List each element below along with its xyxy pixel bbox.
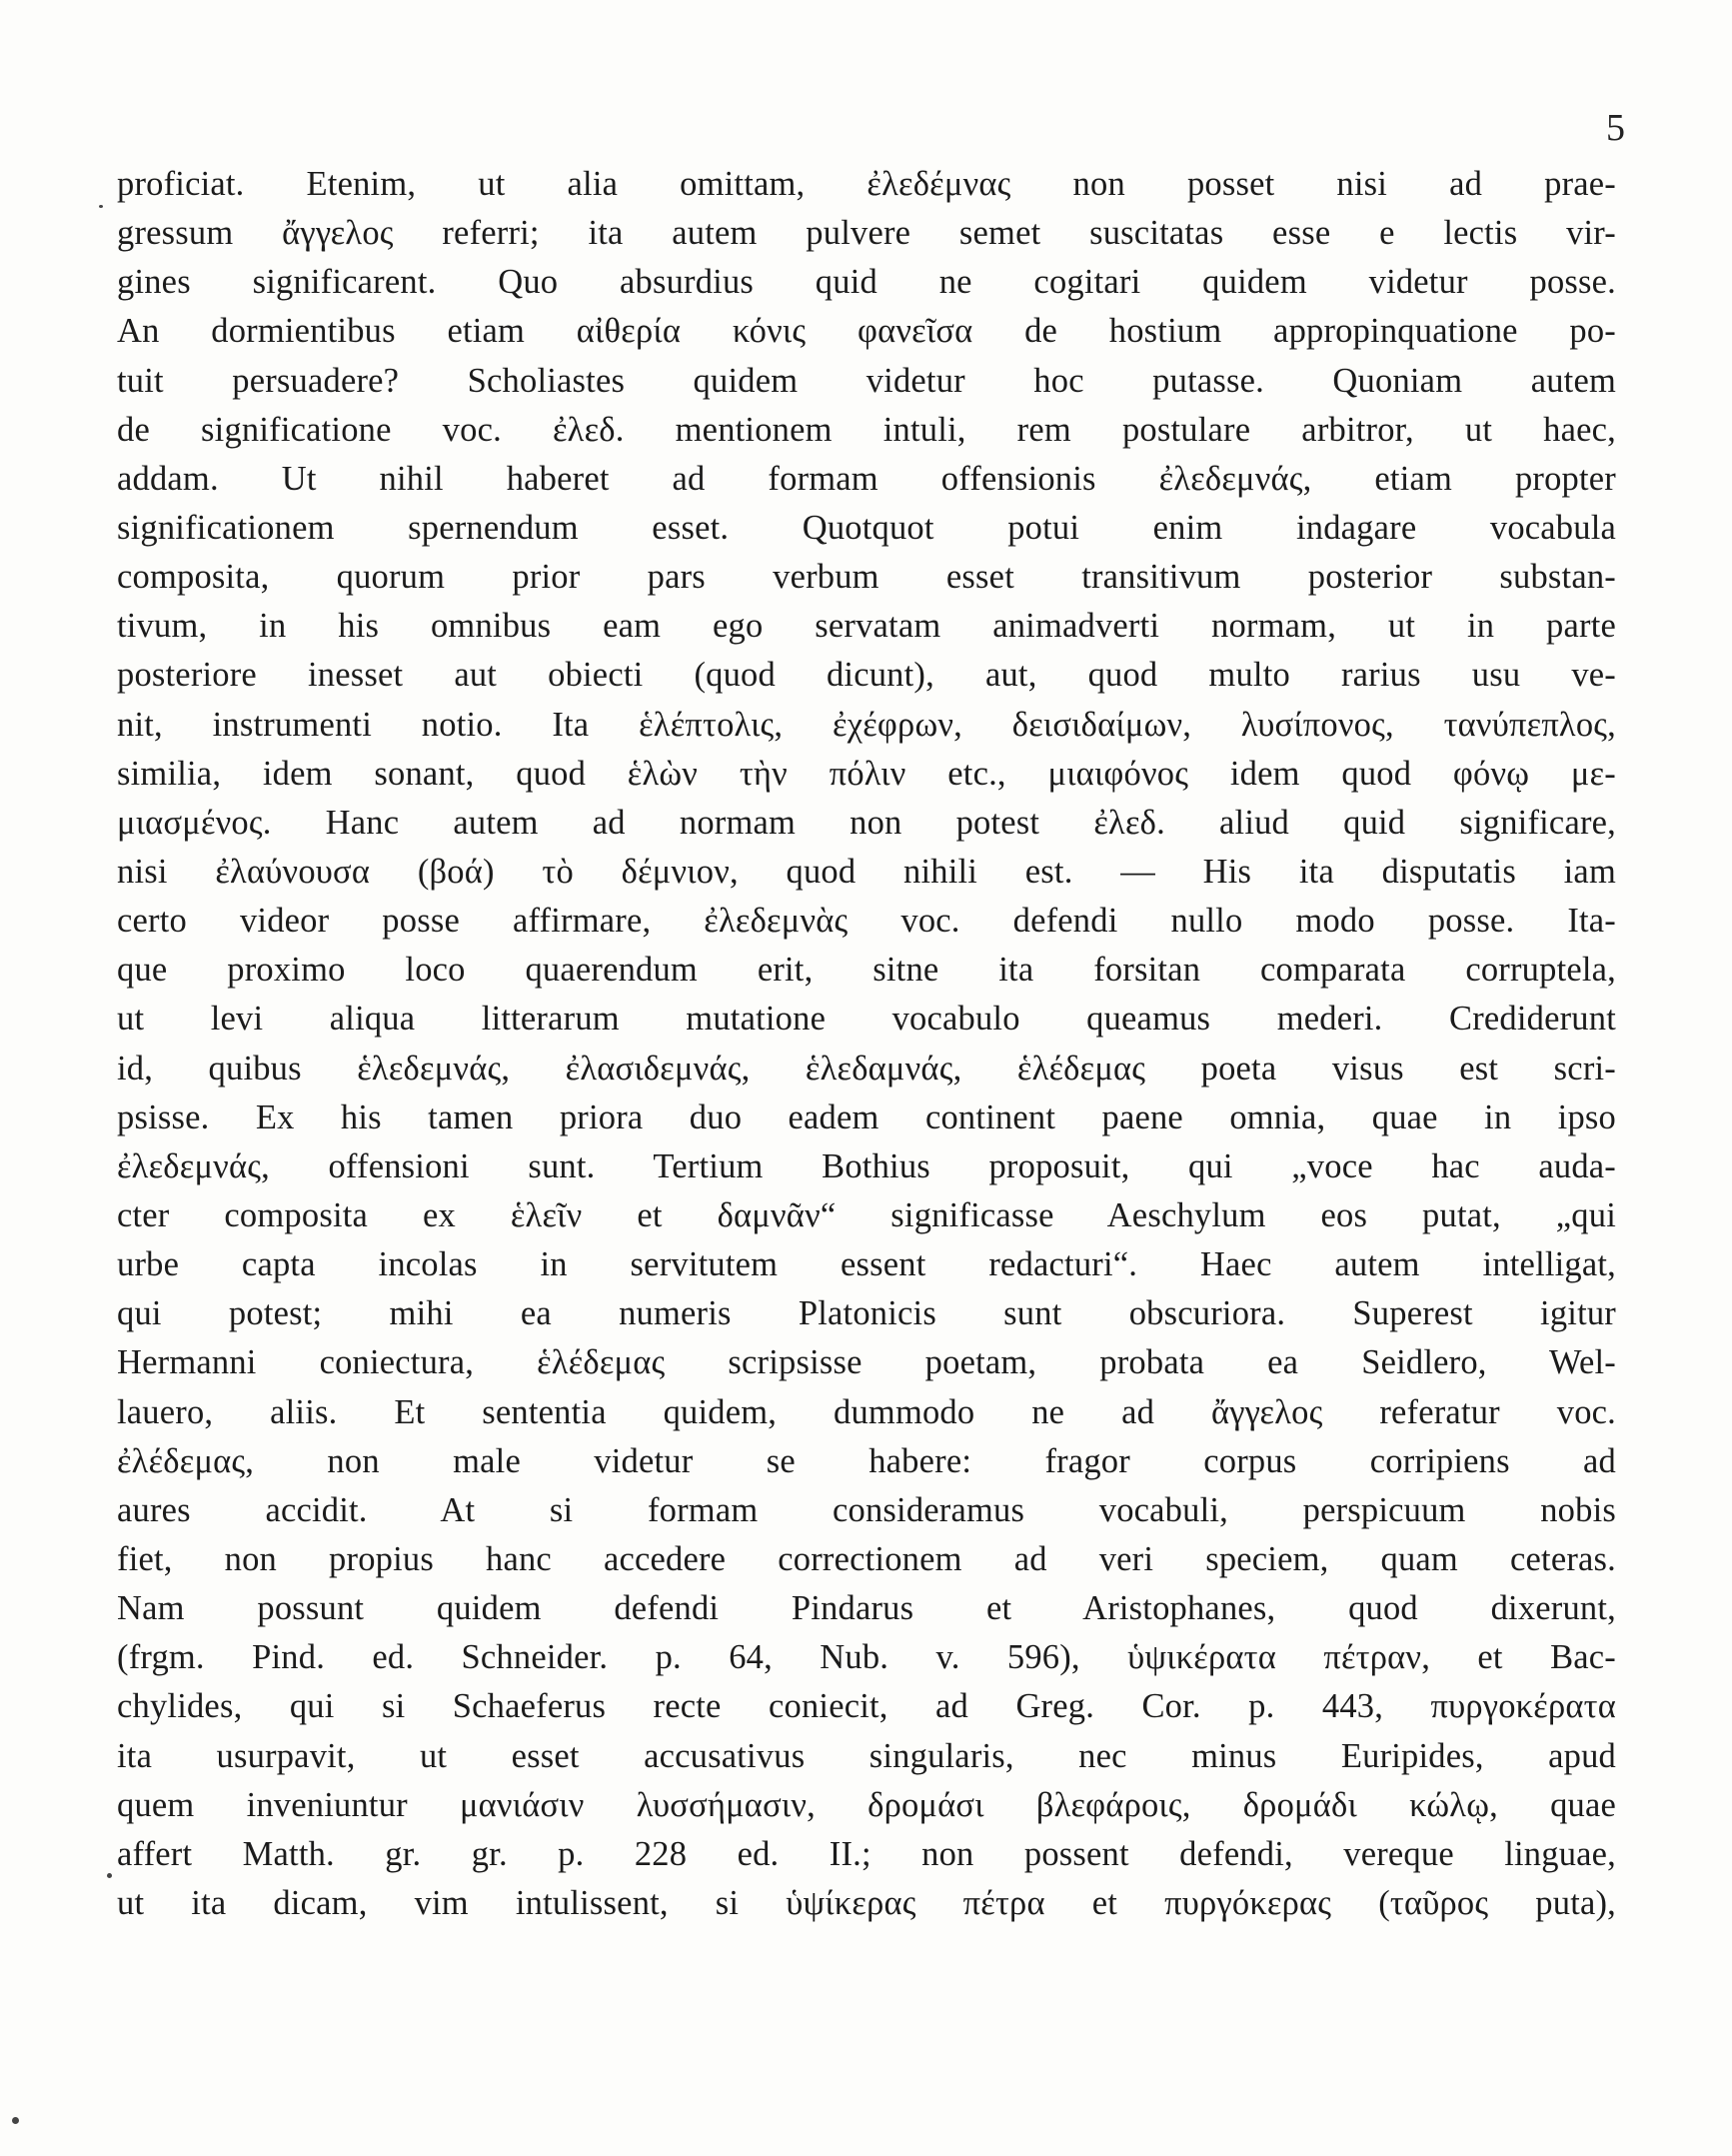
- text-line: proficiat. Etenim, ut alia omittam, ἐλεδέμνας non posset nisi ad prae-: [117, 165, 1616, 203]
- text-line: affert Matth. gr. gr. p. 228 ed. II.; non possent defendi, vereque linguae,: [117, 1834, 1616, 1873]
- body-text: [117, 160, 1616, 1928]
- text-line: cter composita ex ἑλεῖν et δαμνᾶν“ significasse Aeschylum eos putat, „qui: [117, 1195, 1616, 1234]
- text-line: significationem spernendum esset. Quotquot potui enim indagare vocabula: [117, 508, 1616, 547]
- text-line: Hermanni coniectura, ἑλέδεμας scripsisse poetam, probata ea Seidlero, Wel-: [117, 1343, 1616, 1382]
- text-line: certo videor posse affirmare, ἐλεδεμνὰς voc. defendi nullo modo posse. Ita-: [117, 902, 1616, 941]
- page-number: 5: [1606, 107, 1625, 149]
- margin-speck: [99, 205, 103, 208]
- text-line: gressum ἄγγελος referri; ita autem pulvere semet suscitatas esse e lectis vir-: [117, 214, 1616, 253]
- text-line: urbe capta incolas in servitutem essent redacturi“. Haec autem intelligat,: [117, 1245, 1616, 1284]
- margin-speck: [107, 1873, 112, 1878]
- text-line: fiet, non propius hanc accedere correctionem ad veri speciem, quam ceteras.: [117, 1539, 1616, 1578]
- text-line: chylides, qui si Schaeferus recte coniecit, ad Greg. Cor. p. 443, πυργοκέρατα: [117, 1687, 1616, 1726]
- text-line: nit, instrumenti notio. Ita ἑλέπτολις, ἐχέφρων, δεισιδαίμων, λυσίπονος, τανύπεπλος,: [117, 705, 1616, 744]
- text-line: similia, idem sonant, quod ἑλὼν τὴν πόλιν etc., μιαιφόνος idem quod φόνῳ με-: [117, 754, 1616, 793]
- text-line: nisi ἐλαύνουσα (βοά) τὸ δέμνιον, quod nihili est. — His ita disputatis iam: [117, 852, 1616, 891]
- margin-speck: [12, 2117, 19, 2124]
- text-line: psisse. Ex his tamen priora duo eadem continent paene omnia, quae in ipso: [117, 1097, 1616, 1136]
- text-line: addam. Ut nihil haberet ad formam offensionis ἐλεδεμνάς, etiam propter: [117, 459, 1616, 498]
- text-line: ita usurpavit, ut esset accusativus singularis, nec minus Euripides, apud: [117, 1736, 1616, 1775]
- text-line: (frgm. Pind. ed. Schneider. p. 64, Nub. v. 596), ὑψικέρατα πέτραν, et Bac-: [117, 1638, 1616, 1677]
- text-line: de significatione voc. ἐλεδ. mentionem intuli, rem postulare arbitror, ut haec,: [117, 410, 1616, 449]
- text-line: composita, quorum prior pars verbum esset transitivum posterior substan-: [117, 558, 1616, 597]
- text-line: μιασμένος. Hanc autem ad normam non potest ἐλεδ. aliud quid significare,: [117, 803, 1616, 842]
- text-line: gines significarent. Quo absurdius quid ne cogitari quidem videtur posse.: [117, 263, 1616, 302]
- text-line: ut levi aliqua litterarum mutatione vocabulo queamus mederi. Crediderunt: [117, 1000, 1616, 1039]
- text-line: quem inveniuntur μανιάσιν λυσσήμασιν, δρομάσι βλεφάροις, δρομάδι κώλῳ, quae: [117, 1785, 1616, 1824]
- text-line: Nam possunt quidem defendi Pindarus et Aristophanes, quod dixerunt,: [117, 1589, 1616, 1628]
- text-line: ἐλεδεμνάς, offensioni sunt. Tertium Bothius proposuit, qui „voce hac auda-: [117, 1146, 1616, 1185]
- text-line: An dormientibus etiam αἰθερία κόνις φανεῖσα de hostium appropinquatione po-: [117, 312, 1616, 351]
- text-line: id, quibus ἑλεδεμνάς, ἐλασιδεμνάς, ἑλεδαμνάς, ἑλέδεμας poeta visus est scri-: [117, 1049, 1616, 1087]
- text-line: que proximo loco quaerendum erit, sitne ita forsitan comparata corruptela,: [117, 951, 1616, 990]
- text-line: ut ita dicam, vim intulissent, si ὑψίκερας πέτρα et πυργόκερας (ταῦρος puta),: [117, 1883, 1616, 1922]
- text-line: lauero, aliis. Et sententia quidem, dummodo ne ad ἄγγελος referatur voc.: [117, 1392, 1616, 1431]
- text-line: ἐλέδεμας, non male videtur se habere: fragor corpus corripiens ad: [117, 1441, 1616, 1480]
- text-line: tuit persuadere? Scholiastes quidem videtur hoc putasse. Quoniam autem: [117, 361, 1616, 400]
- text-line: qui potest; mihi ea numeris Platonicis sunt obscuriora. Superest igitur: [117, 1294, 1616, 1333]
- text-line: posteriore inesset aut obiecti (quod dicunt), aut, quod multo rarius usu ve-: [117, 656, 1616, 695]
- text-line: tivum, in his omnibus eam ego servatam animadverti normam, ut in parte: [117, 607, 1616, 646]
- text-line: aures accidit. At si formam consideramus vocabuli, perspicuum nobis: [117, 1490, 1616, 1529]
